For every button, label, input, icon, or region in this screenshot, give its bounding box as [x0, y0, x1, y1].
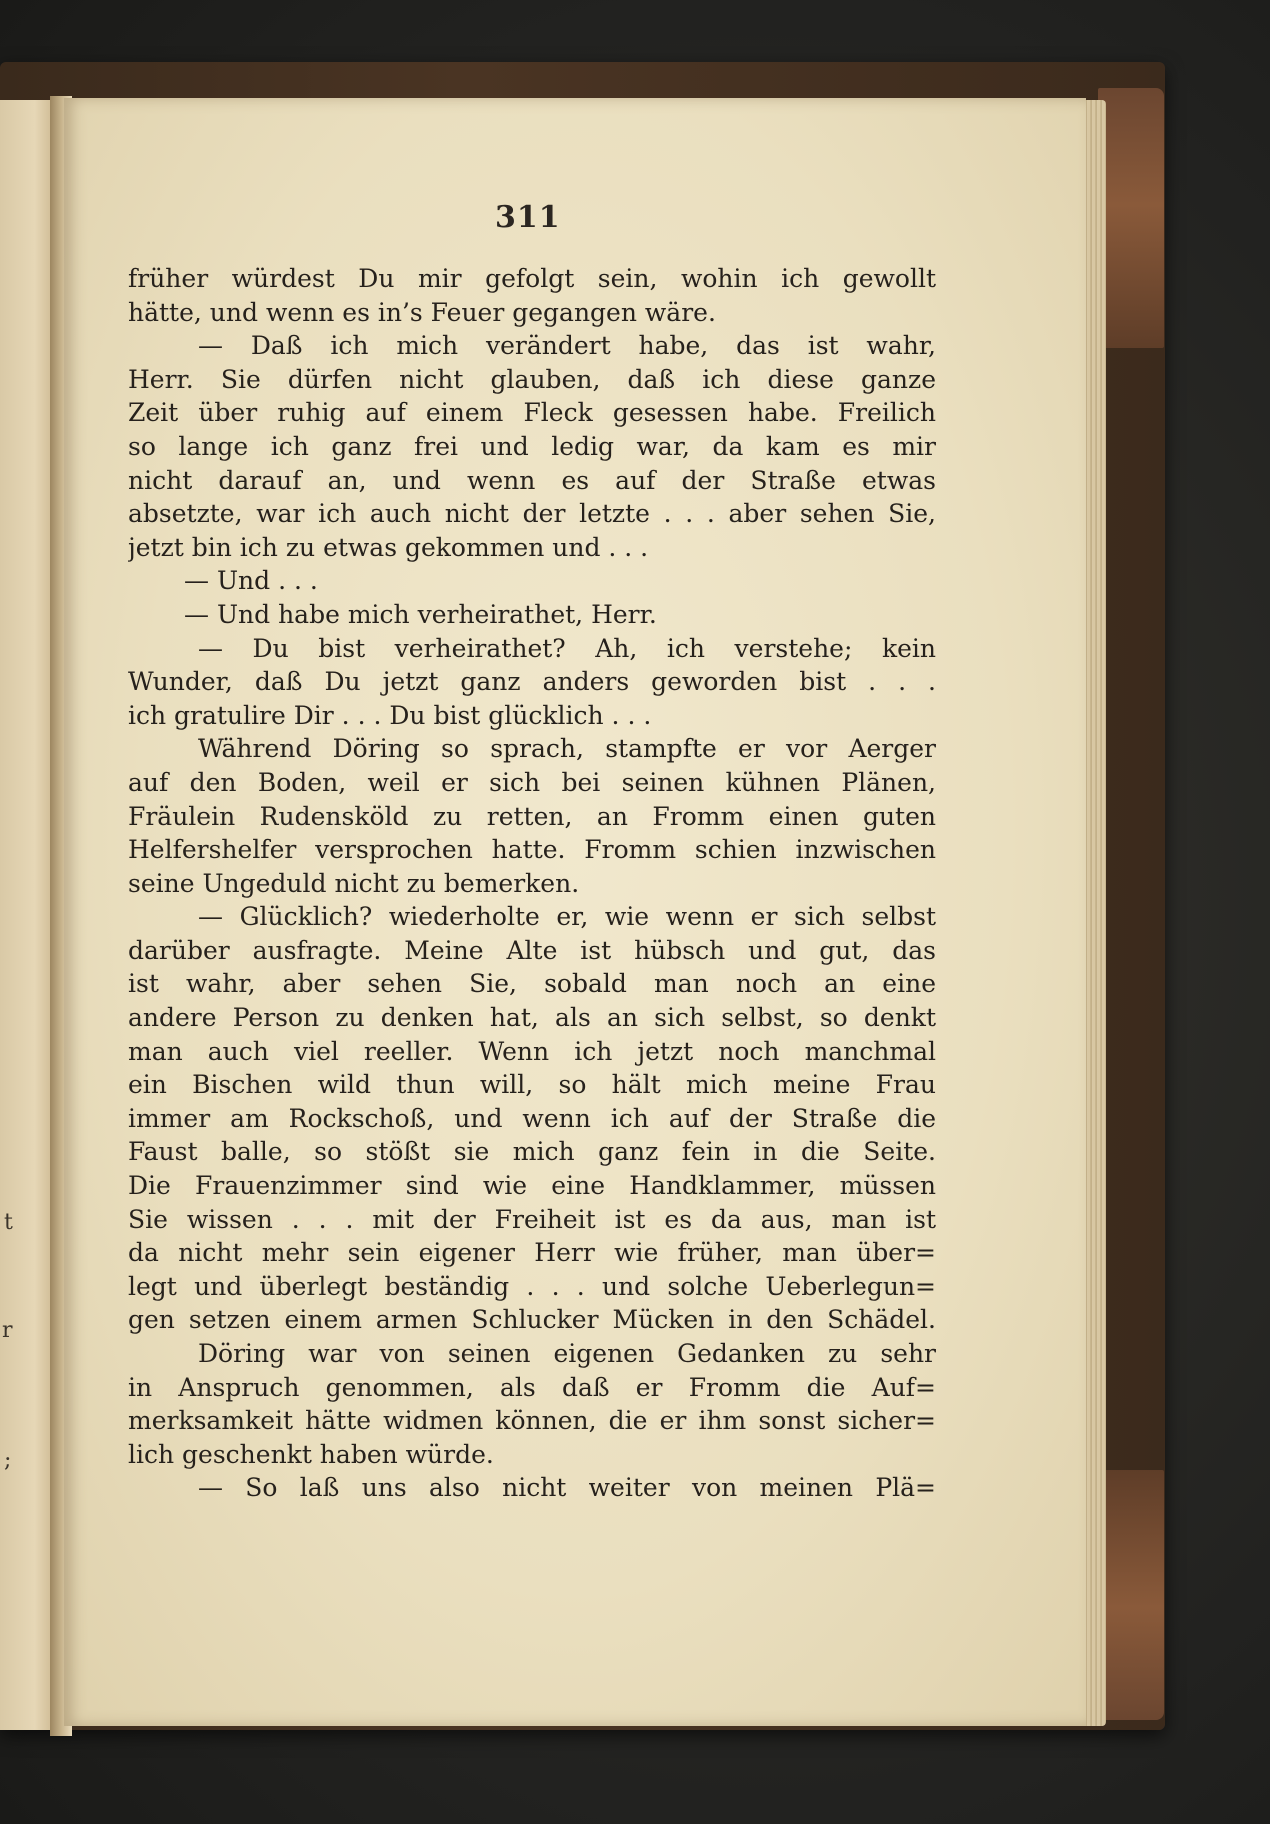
text-line: Während Döring so sprach, stampfte er vor Aerger [198, 734, 936, 764]
text-line: absetzte, war ich auch nicht der letzte . . . aber sehen Sie, [128, 499, 936, 529]
left-page-mark: ; [4, 1448, 12, 1473]
text-line: ich gratulire Dir . . . Du bist glücklich . . . [128, 700, 652, 730]
text-line: ein Bischen wild thun will, so hält mich meine Frau [128, 1070, 936, 1100]
text-line: immer am Rockschoß, und wenn ich auf der Straße die [128, 1103, 936, 1133]
text-line: Helfershelfer versprochen hatte. Fromm schien inzwischen [128, 835, 936, 865]
page-text [128, 262, 936, 1505]
text-line: Zeit über ruhig auf einem Fleck gesessen habe. Freilich [128, 398, 936, 428]
text-line: Sie wissen . . . mit der Freiheit ist es da aus, man ist [128, 1204, 936, 1234]
left-page-mark: r [2, 1318, 13, 1343]
text-line: Wunder, daß Du jetzt ganz anders geworden bist . . . [128, 667, 936, 697]
text-line: auf den Boden, weil er sich bei seinen kühnen Plänen, [128, 767, 936, 797]
text-line: — Und habe mich verheirathet, Herr. [184, 599, 657, 629]
text-line: — Daß ich mich verändert habe, das ist wahr, [198, 331, 936, 361]
cover-corner-bottom [1098, 1470, 1164, 1720]
text-line: man auch viel reeller. Wenn ich jetzt noch manchmal [128, 1036, 936, 1066]
text-line: — Du bist verheirathet? Ah, ich verstehe; kein [198, 633, 936, 663]
text-line: Döring war von seinen eigenen Gedanken zu sehr [198, 1339, 936, 1368]
text-line: gen setzen einem armen Schlucker Mücken in den Schädel. [128, 1305, 936, 1335]
text-line: legt und überlegt beständig . . . und solche Ueberlegun= [128, 1271, 936, 1301]
text-line: früher würdest Du mir gefolgt sein, wohin ich gewollt [128, 264, 936, 293]
text-line: in Anspruch genommen, als daß er Fromm die Auf= [128, 1372, 936, 1402]
text-line: — Und . . . [184, 566, 318, 596]
text-line: da nicht mehr sein eigener Herr wie früher, man über= [128, 1238, 936, 1268]
text-line: seine Ungeduld nicht zu bemerken. [128, 868, 580, 898]
text-line: — Glücklich? wiederholte er, wie wenn er sich selbst [198, 902, 936, 932]
cover-corner-top [1098, 88, 1164, 348]
text-line: merksamkeit hätte widmen können, die er ihm sonst sicher= [128, 1406, 936, 1436]
text-line: andere Person zu denken hat, als an sich selbst, so denkt [128, 1003, 936, 1033]
text-line: ist wahr, aber sehen Sie, sobald man noch an eine [128, 969, 936, 999]
text-line: Faust balle, so stößt sie mich ganz fein in die Seite. [128, 1137, 936, 1167]
page-number: 311 [495, 200, 561, 235]
text-line: jetzt bin ich zu etwas gekommen und . . . [128, 532, 649, 562]
text-line: — So laß uns also nicht weiter von meinen Plä= [198, 1473, 936, 1503]
text-line: Fräulein Rudensköld zu retten, an Fromm einen guten [128, 801, 936, 831]
text-line: so lange ich ganz frei und ledig war, da kam es mir [128, 431, 936, 461]
text-line: darüber ausfragte. Meine Alte ist hübsch und gut, das [128, 935, 936, 965]
text-line: nicht darauf an, und wenn es auf der Straße etwas [128, 465, 936, 495]
text-line: Die Frauenzimmer sind wie eine Handklammer, müssen [128, 1171, 936, 1201]
left-page-mark: t [4, 1210, 13, 1235]
text-line: hätte, und wenn es in’s Feuer gegangen wäre. [128, 297, 716, 327]
text-line: Herr. Sie dürfen nicht glauben, daß ich diese ganze [128, 364, 936, 394]
text-line: lich geschenkt haben würde. [128, 1439, 494, 1469]
